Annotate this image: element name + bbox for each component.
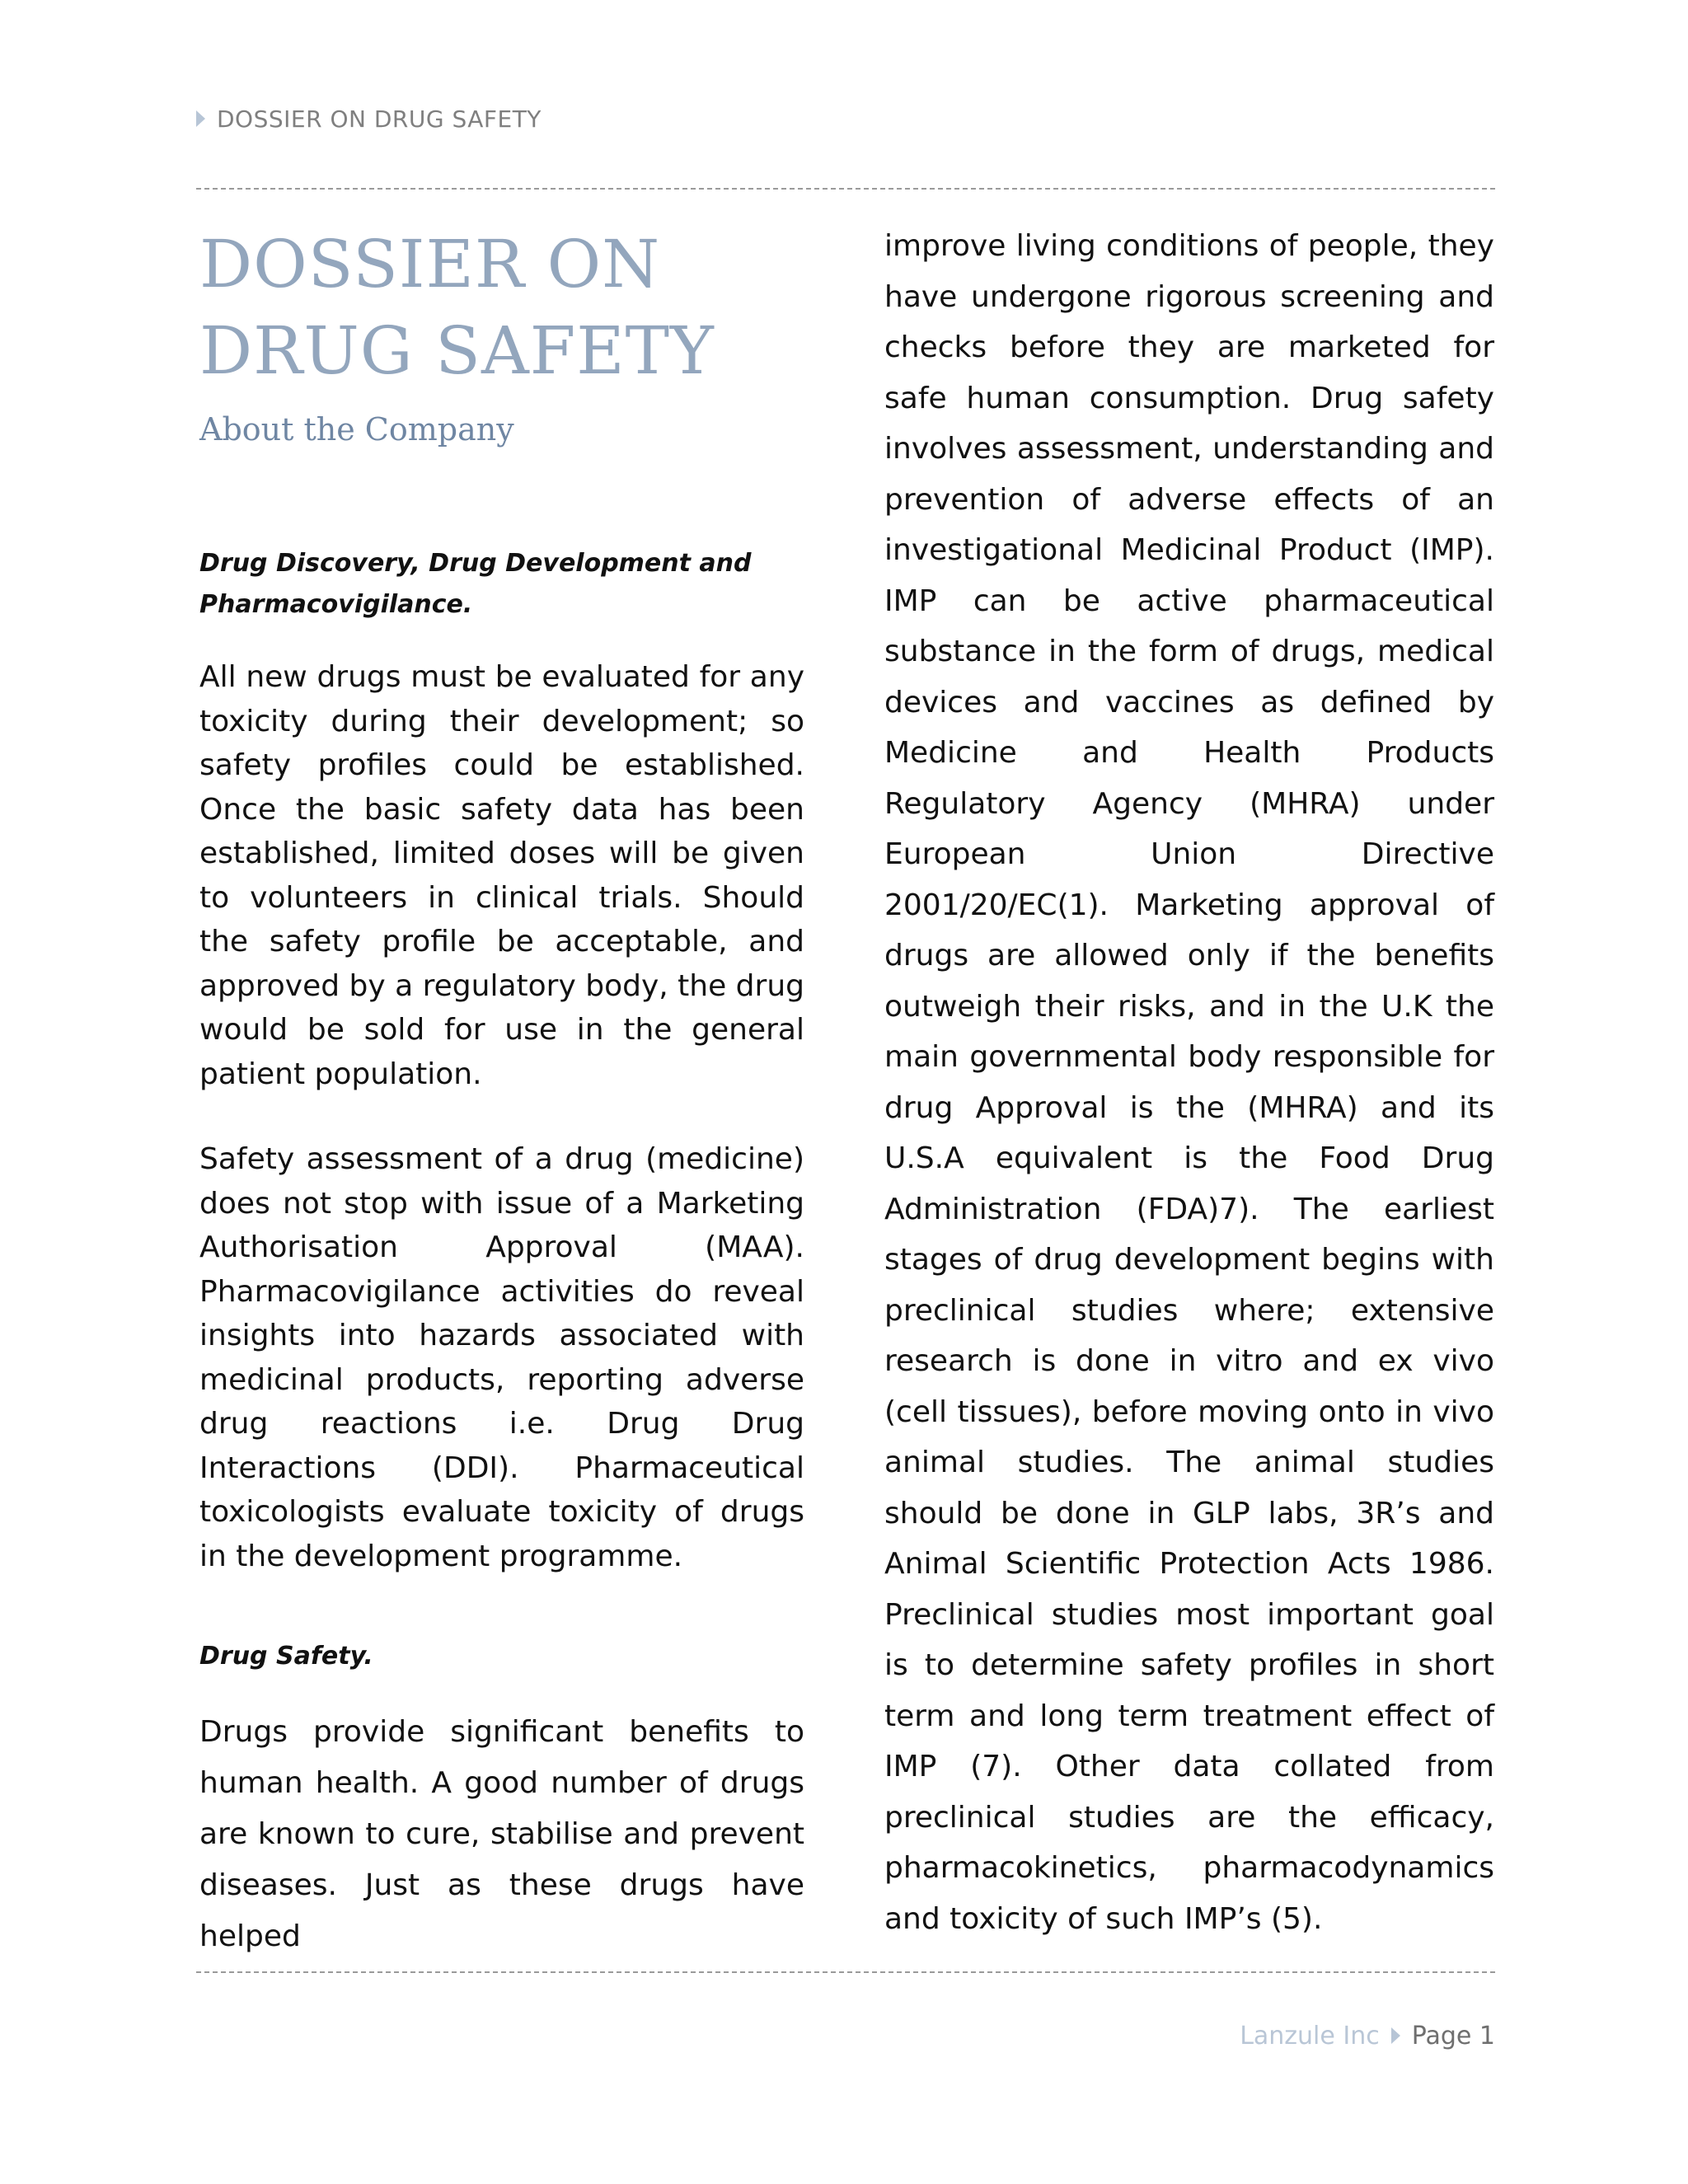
caret-right-icon: [1391, 2027, 1400, 2044]
running-header: [196, 102, 542, 135]
running-title: DOSSIER ON DRUG SAFETY: [217, 105, 542, 133]
page-footer: [1240, 2018, 1495, 2054]
page-number: Page 1: [1411, 2021, 1495, 2050]
caret-right-icon: [196, 110, 205, 127]
paragraph: Safety assessment of a drug (medicine) does not stop with issue of a Marketing Authorisation Approval (MAA). Pharmacovigilance activities do reveal insights into hazards associated with medicinal products, reporting adverse drug reactions i.e. Drug Drug Interactions (DDI). Pharmaceutical toxicologists evaluate toxicity of drugs in the development programme.: [199, 1142, 804, 1573]
paragraph: All new drugs must be evaluated for any toxicity during their development; so safety profiles could be established. Once the basic safety data has been established, limited doses will be given to volunteers in clinical trials. Should the safety profile be acceptable, and approved by a regulatory body, the drug would be sold for use in the general patient population.: [199, 660, 804, 1091]
document-subtitle: About the Company: [199, 411, 514, 448]
document-title: [199, 221, 804, 394]
header-divider: [196, 188, 1495, 190]
footer-divider: [196, 1971, 1495, 1973]
right-column: [884, 221, 1494, 1944]
section-heading-drug-safety: Drug Safety.: [199, 1642, 373, 1671]
heading-line-1: Drug Discovery, Drug Development and: [199, 549, 752, 578]
paragraph-continued: improve living conditions of people, they have undergone rigorous screening and checks before they are marketed for safe human consumption. Drug safety involves assessment, understanding and prevention of adverse effects of an investigational Medicinal Product (IMP). IMP can be active pharmaceutical substance in the form of drugs, medical devices and vaccines as defined by Medicine and Health Products Regulatory Agency (MHRA) under European Union Directive 2001/20/EC(1). Marketing approval of drugs are allowed only if the benefits outweigh their risks, and in the U.K the main governmental body responsible for drug Approval is the (MHRA) and its U.S.A equivalent is the Food Drug Administration (FDA)7). The earliest stages of drug development begins with preclinical studies where; extensive research is done in vitro and ex vivo (cell tissues), before moving onto in vivo animal studies. The animal studies should be done in GLP labs, 3R’s and Animal Scientific Protection Acts 1986. Preclinical studies most important goal is to determine safety profiles in short term and long term treatment effect of IMP (7). Other data collated from preclinical studies are the efficacy, pharmacokinetics, pharmacodynamics and toxicity of such IMP’s (5).: [884, 229, 1494, 1936]
title-line-1: DOSSIER ON: [199, 226, 661, 302]
title-line-2: DRUG SAFETY: [199, 312, 715, 389]
paragraph: Drugs provide significant benefits to human health. A good number of drugs are known to cure, stabilise and prevent diseases. Just as these drugs have helped: [199, 1715, 804, 1953]
left-column: [199, 221, 804, 1962]
footer-company: Lanzule Inc: [1240, 2021, 1380, 2050]
heading-line-2: Pharmacovigilance.: [199, 590, 473, 619]
section-heading-discovery: [199, 543, 804, 626]
